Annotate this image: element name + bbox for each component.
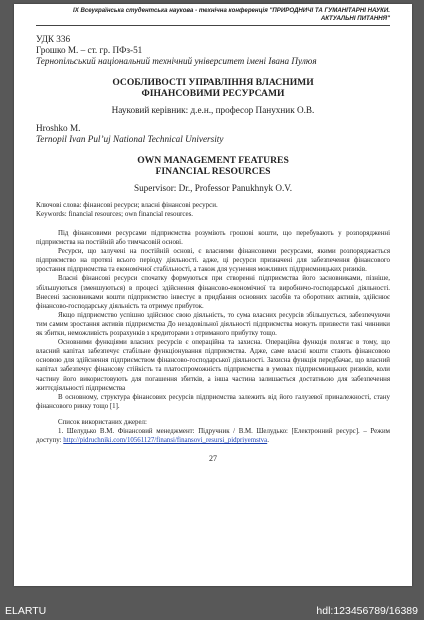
- title-en: [36, 155, 390, 177]
- reference-link[interactable]: http://pidruchniki.com/10561127/finansi/finansovi_resursi_pidpriyemstva: [63, 437, 268, 445]
- conference-header-line2: АКТУАЛЬНІ ПИТАННЯ": [320, 15, 390, 22]
- paragraph: Власні фінансові ресурси спочатку формуються при створенні підприємства його засновниками, пізніше, збільшуються (зменшуються) в процесі здійснення фінансово-економічної та виробничо-господарської діяльності. Внесені засновниками кошти підприємство інвестує в придбання основних засобів та оборотних активів, здійснює фінансово-господарську діяльність та отримує прибуток.: [36, 275, 390, 310]
- keywords-ua: Ключові слова: фінансові ресурси; власні фінансові ресурси.: [36, 201, 218, 209]
- header-divider: [36, 25, 390, 26]
- author-ua: Грошко М. – ст. гр. ПФз-51: [36, 45, 143, 55]
- conference-header: [36, 7, 390, 23]
- author-en: Hroshko M.: [36, 123, 81, 133]
- document-page: [14, 4, 412, 586]
- paragraph: Основними функціями власних ресурсів є операційна та захисна. Операційна функція полягає в тому, що власний капітал забезпечує стабільне функціонування підприємства. Адже, саме власні кошти стають фінансовою основою для здійснення підприємством фінансово-господарської діяльності. Захисна функція передбачає, що власний капітал забезпечує фінансову стійкість та платоспроможність підприємства в умовах підприємницьких ризиків, коли частину його використовують для погашення збитків, а інша частина залишається достатньою для забезпечення життєдіяльності підприємства: [36, 339, 390, 392]
- reference-text: 1. Шелудько В.М. Фінансовий менеджмент: Підручник / В.М. Шелудько: [Електронний ресурс]. – Режим доступу:: [36, 427, 390, 445]
- affiliation-ua: Тернопільський національний технічний університет імені Івана Пулюя: [36, 56, 317, 66]
- udk-code: УДК 336: [36, 34, 71, 44]
- references-heading: Список використаних джерел:: [58, 418, 147, 426]
- paragraph: Ресурси, що залучені на постійній основі, є власними фінансовими ресурсами, якими розпоряджається підприємство на протязі всього періоду діяльності. адже, ці ресурси призначені для забезпечення фінансового зростання підприємства та економічної стабільності, а також для усунення можливих підприємницьких ризиків.: [36, 248, 390, 274]
- title-ua-line1: ОСОБЛИВОСТІ УПРАВЛІННЯ ВЛАСНИМИ: [112, 77, 314, 88]
- conference-header-line1: IX Всеукраїнська студентська наукова - технічна конференція "ПРИРОДНИЧІ ТА ГУМАНІТАРНІ НАУКИ.: [73, 7, 390, 14]
- page-number: 27: [209, 454, 217, 464]
- title-en-line2: FINANCIAL RESOURCES: [155, 166, 271, 177]
- supervisor-en: Supervisor: Dr., Professor Panukhnyk O.V.: [133, 183, 293, 193]
- body-text: [36, 229, 390, 411]
- repository-label: ELARTU: [5, 605, 47, 617]
- page-content: [36, 4, 390, 463]
- handle-identifier: hdl:123456789/16389: [316, 605, 418, 617]
- supervisor-ua: Науковий керівник: д.е.н., професор Панухник О.В.: [111, 105, 315, 115]
- title-ua: [36, 77, 390, 99]
- title-en-line1: OWN MANAGEMENT FEATURES: [137, 155, 289, 166]
- paragraph: Якщо підприємство успішно здійснює свою діяльність, то сума власних ресурсів збільшується, забезпечуючи тим самим зростання активів підприємства До незадовільної діяльності підприємства можуть призвести такі чинники як збитки, неможливість розрахунків з кредиторами з отриманого прибутку тощо.: [36, 311, 390, 338]
- title-ua-line2: ФІНАНСОВИМИ РЕСУРСАМИ: [141, 88, 285, 99]
- keywords-block: [36, 201, 390, 219]
- reference-item: [36, 427, 390, 445]
- paragraph: В основному, структура фінансових ресурсів підприємства залежить від його галузевої приналежності, стану фінансового ринку тощо [1].: [36, 393, 390, 410]
- affiliation-en: Ternopil Ivan Pul’uj National Technical University: [36, 134, 224, 144]
- reference-end: .: [267, 437, 269, 445]
- paragraph: Під фінансовими ресурсами підприємства розуміють грошові кошти, що перебувають у розпорядженні підприємства на постійній або тимчасовій основі.: [36, 230, 390, 247]
- keywords-en: Keywords: financial resources; own financial resources.: [36, 210, 194, 218]
